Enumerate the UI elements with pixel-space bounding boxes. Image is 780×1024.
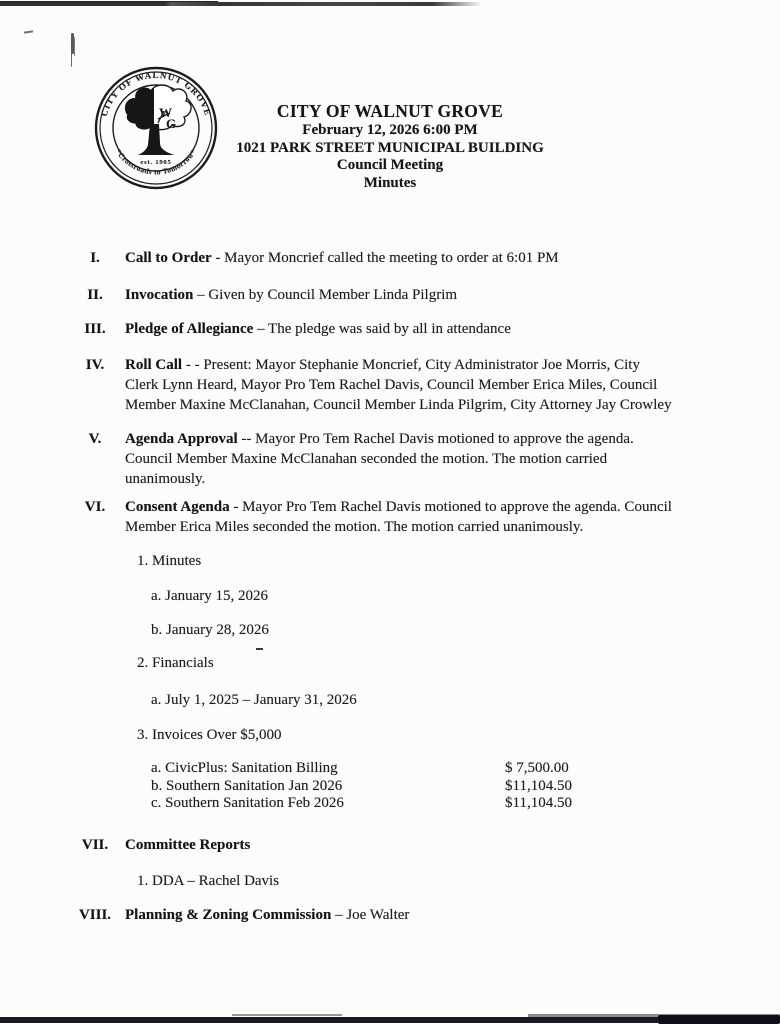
invoice-amount: $ 7,500.00 <box>505 760 569 776</box>
consent-item-invoices: 3. Invoices Over $5,000 <box>137 727 282 743</box>
section-pledge <box>0 319 705 339</box>
consent-item-financials: 2. Financials <box>137 655 214 671</box>
section-separator: – <box>331 907 347 923</box>
section-separator: – <box>193 287 209 303</box>
section-title: Pledge of Allegiance <box>125 321 254 337</box>
section-title: Planning & Zoning Commission <box>125 907 332 923</box>
meeting-address: 1021 PARK STREET MUNICIPAL BUILDING <box>236 139 544 156</box>
document-title: CITY OF WALNUT GROVE <box>276 101 504 121</box>
section-numeral: III. <box>84 321 106 337</box>
invoice-amount: $11,104.50 <box>505 777 572 794</box>
section-separator: -- <box>237 431 256 447</box>
section-consent-agenda <box>0 497 705 537</box>
section-body: Given by Council Member Linda Pilgrim <box>208 287 458 303</box>
section-numeral: VI. <box>84 499 106 515</box>
section-numeral: VII. <box>81 837 109 853</box>
section-body-line: Member Erica Miles seconded the motion. The motion carried unanimously. <box>125 519 584 535</box>
section-roll-call <box>0 355 705 415</box>
section-body: Mayor Moncrief called the meeting to order at 6:01 PM <box>224 250 559 266</box>
meeting-datetime: February 12, 2026 6:00 PM <box>302 122 478 138</box>
section-title: Call to Order <box>125 250 212 266</box>
committee-item-dda: 1. DDA – Rachel Davis <box>137 873 280 889</box>
section-agenda-approval <box>0 429 705 489</box>
meeting-type: Council Meeting <box>336 157 444 173</box>
scan-smudge <box>24 30 33 33</box>
seal-monogram-g: G <box>166 116 177 131</box>
section-body-line: Member Maxine McClanahan, Council Member Linda Pilgrim, City Attorney Jay Crowley <box>125 397 672 413</box>
seal-top-text: CITY OF WALNUT GROVE <box>98 69 214 118</box>
seal-monogram-w: W <box>159 105 172 120</box>
invoice-description: b. Southern Sanitation Jan 2026 <box>151 777 343 794</box>
section-numeral: IV. <box>85 357 105 373</box>
section-numeral: VIII. <box>78 907 112 923</box>
invoice-amount: $11,104.50 <box>505 795 572 811</box>
section-separator: - <box>211 250 225 266</box>
section-body: Mayor Pro Tem Rachel Davis motioned to approve the agenda. <box>255 431 634 447</box>
section-title: Consent Agenda <box>125 499 230 515</box>
scan-stray-mark <box>256 648 263 650</box>
section-body: Present: Mayor Stephanie Moncrief, City Administrator Joe Morris, City <box>203 357 640 373</box>
consent-subitem-minutes-a: a. January 15, 2026 <box>151 588 269 604</box>
section-body: The pledge was said by all in attendance <box>268 321 511 337</box>
section-body: Joe Walter <box>346 907 410 923</box>
invoice-row <box>151 778 572 796</box>
scan-smudge <box>71 33 74 54</box>
seal-est-text: est. 1905 <box>140 159 172 166</box>
invoice-row <box>151 760 572 778</box>
invoice-row <box>151 795 572 813</box>
document-header <box>0 101 780 192</box>
scan-artifact-bottom-bar <box>658 1015 780 1024</box>
section-title: Invocation <box>125 287 194 303</box>
section-title: Committee Reports <box>125 837 251 853</box>
section-body-line: Clerk Lynn Heard, Mayor Pro Tem Rachel Davis, Council Member Erica Miles, Council <box>125 377 658 393</box>
scan-artifact-top-line <box>0 2 610 6</box>
section-title: Roll Call <box>125 357 183 373</box>
section-separator: - - <box>182 357 204 373</box>
invoice-description: c. Southern Sanitation Feb 2026 <box>151 795 344 811</box>
document-subtitle: Minutes <box>363 174 417 191</box>
consent-subitem-minutes-b: b. January 28, 2026 <box>151 622 269 638</box>
section-numeral: I. <box>90 250 100 266</box>
scan-artifact-bottom-line <box>232 1014 342 1016</box>
invoice-description: a. CivicPlus: Sanitation Billing <box>151 760 338 776</box>
section-body: Mayor Pro Tem Rachel Davis motioned to approve the agenda. Council <box>242 499 672 515</box>
section-separator: - <box>229 499 243 515</box>
section-body-line: Council Member Maxine McClanahan seconded the motion. The motion carried <box>125 451 608 467</box>
section-body-line: unanimously. <box>125 471 206 487</box>
section-committee-reports <box>0 835 705 855</box>
section-numeral: II. <box>87 287 103 303</box>
section-title: Agenda Approval <box>125 431 238 447</box>
section-separator: – <box>253 321 269 337</box>
seal-bottom-text: *Crossroads to Tomorrow* <box>113 147 199 177</box>
section-invocation <box>0 285 705 305</box>
consent-item-minutes: 1. Minutes <box>137 553 202 569</box>
invoices-table <box>151 760 572 813</box>
consent-subitem-financials-a: a. July 1, 2025 – January 31, 2026 <box>151 692 357 708</box>
section-planning-zoning <box>0 905 705 925</box>
section-call-to-order <box>0 248 705 268</box>
section-numeral: V. <box>88 431 102 447</box>
